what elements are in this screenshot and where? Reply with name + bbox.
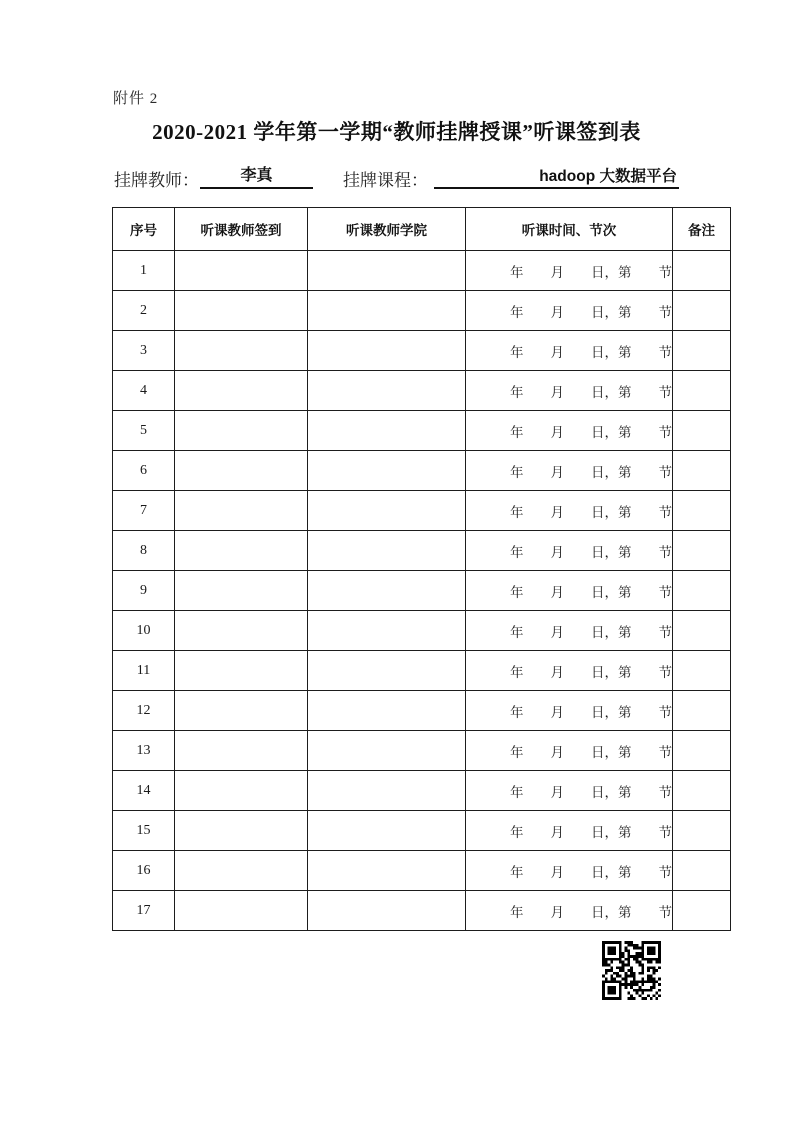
table-row — [113, 691, 731, 731]
signature-cell — [175, 731, 308, 771]
signature-cell — [175, 851, 308, 891]
college-cell — [308, 651, 466, 691]
row-number-cell: 2 — [113, 291, 175, 331]
course-name-value: hadoop 大数据平台 — [434, 163, 679, 189]
row-number-cell: 1 — [113, 251, 175, 291]
teacher-field-label: 挂牌教师： — [114, 171, 199, 190]
row-number-cell: 13 — [113, 731, 175, 771]
table-row — [113, 851, 731, 891]
remark-cell — [673, 611, 731, 651]
header-cell-remark: 备注 — [673, 208, 731, 251]
signature-cell — [175, 531, 308, 571]
college-cell — [308, 891, 466, 931]
row-number-cell: 11 — [113, 651, 175, 691]
college-cell — [308, 691, 466, 731]
college-cell — [308, 371, 466, 411]
signin-table — [112, 207, 731, 931]
header-cell-college: 听课教师学院 — [308, 208, 466, 251]
signature-cell — [175, 611, 308, 651]
header-cell-signature: 听课教师签到 — [175, 208, 308, 251]
row-number-cell: 12 — [113, 691, 175, 731]
time-cell: 年 月 日，第 节 — [466, 251, 673, 291]
table-row — [113, 291, 731, 331]
qr-code-image — [600, 941, 663, 1000]
time-cell: 年 月 日，第 节 — [466, 451, 673, 491]
signature-cell — [175, 811, 308, 851]
college-cell — [308, 811, 466, 851]
table-row — [113, 491, 731, 531]
table-header-row — [113, 208, 731, 251]
signature-cell — [175, 371, 308, 411]
remark-cell — [673, 371, 731, 411]
row-number-cell: 5 — [113, 411, 175, 451]
signature-cell — [175, 891, 308, 931]
signature-cell — [175, 411, 308, 451]
remark-cell — [673, 691, 731, 731]
table-row — [113, 891, 731, 931]
remark-cell — [673, 291, 731, 331]
college-cell — [308, 531, 466, 571]
remark-cell — [673, 491, 731, 531]
signature-cell — [175, 451, 308, 491]
teacher-name-value: 李真 — [200, 163, 313, 189]
remark-cell — [673, 731, 731, 771]
row-number-cell: 10 — [113, 611, 175, 651]
page-title: 2020-2021 学年第一学期“教师挂牌授课”听课签到表 — [152, 120, 641, 144]
college-cell — [308, 251, 466, 291]
college-cell — [308, 451, 466, 491]
remark-cell — [673, 251, 731, 291]
time-cell: 年 月 日，第 节 — [466, 771, 673, 811]
table-row — [113, 611, 731, 651]
time-cell: 年 月 日，第 节 — [466, 291, 673, 331]
table-row — [113, 411, 731, 451]
attachment-label: 附件 2 — [113, 91, 159, 107]
college-cell — [308, 611, 466, 651]
remark-cell — [673, 891, 731, 931]
college-cell — [308, 731, 466, 771]
time-cell: 年 月 日，第 节 — [466, 491, 673, 531]
row-number-cell: 14 — [113, 771, 175, 811]
qr-code — [600, 941, 663, 1000]
table-row — [113, 811, 731, 851]
remark-cell — [673, 771, 731, 811]
time-cell: 年 月 日，第 节 — [466, 891, 673, 931]
college-cell — [308, 291, 466, 331]
signature-cell — [175, 291, 308, 331]
time-cell: 年 月 日，第 节 — [466, 731, 673, 771]
row-number-cell: 9 — [113, 571, 175, 611]
row-number-cell: 15 — [113, 811, 175, 851]
time-cell: 年 月 日，第 节 — [466, 331, 673, 371]
college-cell — [308, 771, 466, 811]
signature-cell — [175, 331, 308, 371]
signature-cell — [175, 571, 308, 611]
remark-cell — [673, 531, 731, 571]
time-cell: 年 月 日，第 节 — [466, 651, 673, 691]
time-cell: 年 月 日，第 节 — [466, 811, 673, 851]
form-header-row — [0, 163, 793, 193]
time-cell: 年 月 日，第 节 — [466, 571, 673, 611]
table-row — [113, 371, 731, 411]
row-number-cell: 4 — [113, 371, 175, 411]
remark-cell — [673, 411, 731, 451]
college-cell — [308, 851, 466, 891]
time-cell: 年 月 日，第 节 — [466, 611, 673, 651]
college-cell — [308, 491, 466, 531]
remark-cell — [673, 651, 731, 691]
course-field-label: 挂牌课程： — [343, 171, 428, 190]
time-cell: 年 月 日，第 节 — [466, 851, 673, 891]
remark-cell — [673, 451, 731, 491]
table-row — [113, 251, 731, 291]
signature-cell — [175, 691, 308, 731]
signature-cell — [175, 491, 308, 531]
remark-cell — [673, 811, 731, 851]
table-row — [113, 451, 731, 491]
time-cell: 年 月 日，第 节 — [466, 531, 673, 571]
header-cell-no: 序号 — [113, 208, 175, 251]
time-cell: 年 月 日，第 节 — [466, 371, 673, 411]
table-row — [113, 651, 731, 691]
row-number-cell: 8 — [113, 531, 175, 571]
time-cell: 年 月 日，第 节 — [466, 691, 673, 731]
table-row — [113, 531, 731, 571]
college-cell — [308, 411, 466, 451]
table-row — [113, 731, 731, 771]
signature-cell — [175, 651, 308, 691]
remark-cell — [673, 851, 731, 891]
college-cell — [308, 331, 466, 371]
time-cell: 年 月 日，第 节 — [466, 411, 673, 451]
row-number-cell: 16 — [113, 851, 175, 891]
signature-cell — [175, 251, 308, 291]
remark-cell — [673, 331, 731, 371]
row-number-cell: 17 — [113, 891, 175, 931]
college-cell — [308, 571, 466, 611]
row-number-cell: 3 — [113, 331, 175, 371]
table-row — [113, 571, 731, 611]
row-number-cell: 7 — [113, 491, 175, 531]
table-row — [113, 771, 731, 811]
row-number-cell: 6 — [113, 451, 175, 491]
remark-cell — [673, 571, 731, 611]
header-cell-time: 听课时间、节次 — [466, 208, 673, 251]
signature-cell — [175, 771, 308, 811]
table-row — [113, 331, 731, 371]
